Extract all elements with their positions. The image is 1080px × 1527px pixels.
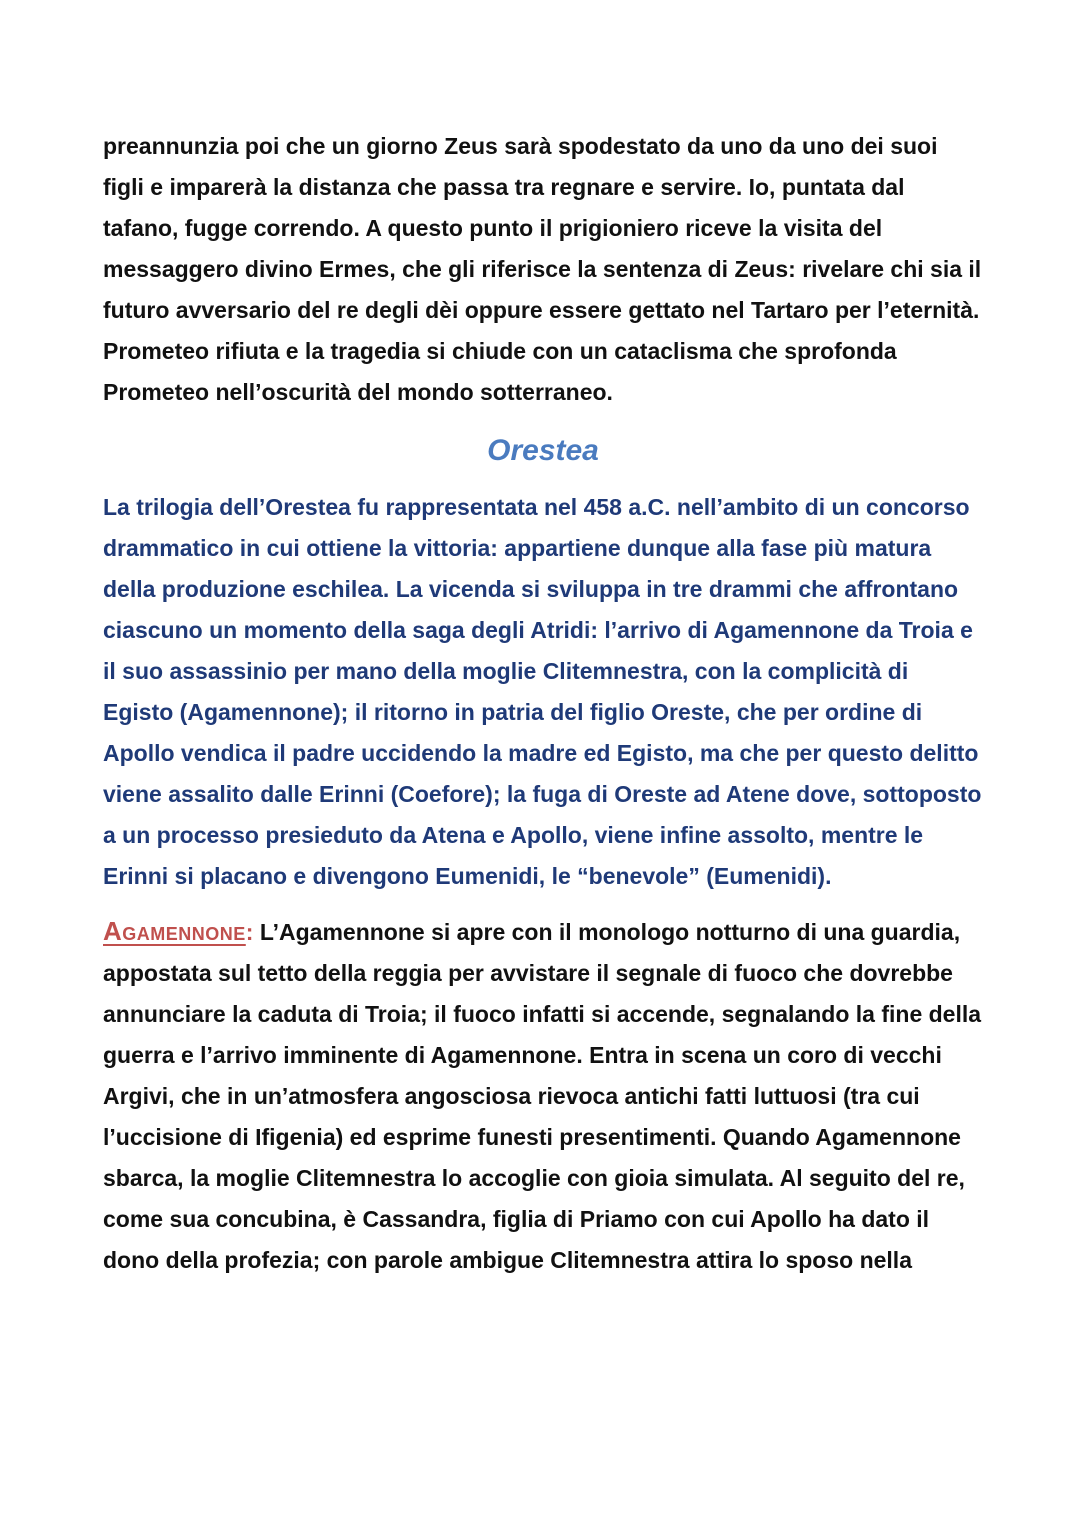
section-title-orestea: Orestea xyxy=(487,434,599,467)
document-page xyxy=(103,126,983,1281)
paragraph-agamennone xyxy=(103,911,983,1281)
agamennone-text: L’Agamennone si apre con il monologo notturno di una guardia, appostata sul tetto della reggia per avvistare il segnale di fuoco che dovrebbe annunciare la caduta di Troia; il fuoco infatti si accende, segnalando la fine della guerra e l’arrivo imminente di Agamennone. Entra in scena un coro di vecchi Argivi, che in un’atmosfera angosciosa rievoca antichi fatti luttuosi (tra cui l’uccisione di Ifigenia) ed esprime funesti presentimenti. Quando Agamennone sbarca, la moglie Clitemnestra lo accoglie con gioia simulata. Al seguito del re, come sua concubina, è Cassandra, figlia di Priamo con cui Apollo ha dato il dono della profezia; con parole ambigue Clitemnestra attira lo sposo nella xyxy=(103,919,982,1273)
paragraph-prometeo-ending: preannunzia poi che un giorno Zeus sarà spodestato da uno da uno dei suoi figli e imparerà la distanza che passa tra regnare e servire. Io, puntata dal tafano, fugge correndo. A questo punto il prigioniero riceve la visita del messaggero divino Ermes, che gli riferisce la sentenza di Zeus: rivelare chi sia il futuro avversario del re degli dèi oppure essere gettato nel Tartaro per l’eternità. Prometeo rifiuta e la tragedia si chiude con un cataclisma che sprofonda Prometeo nell’oscurità del mondo sotterraneo. xyxy=(103,133,982,405)
agamennone-heading: Agamennone xyxy=(103,916,246,946)
agamennone-heading-colon: : xyxy=(245,919,254,945)
paragraph-orestea-intro: La trilogia dell’Orestea fu rappresentata nel 458 a.C. nell’ambito di un concorso drammatico in cui ottiene la vittoria: appartiene dunque alla fase più matura della produzione eschilea. La vicenda si sviluppa in tre drammi che affrontano ciascuno un momento della saga degli Atridi: l’arrivo di Agamennone da Troia e il suo assassinio per mano della moglie Clitemnestra, con la complicità di Egisto (Agamennone); il ritorno in patria del figlio Oreste, che per ordine di Apollo vendica il padre uccidendo la madre ed Egisto, ma che per questo delitto viene assalito dalle Erinni (Coefore); la fuga di Oreste ad Atene dove, sottoposto a un processo presieduto da Atena e Apollo, viene infine assolto, mentre le Erinni si placano e divengono Eumenidi, le “benevole” (Eumenidi). xyxy=(103,494,982,889)
